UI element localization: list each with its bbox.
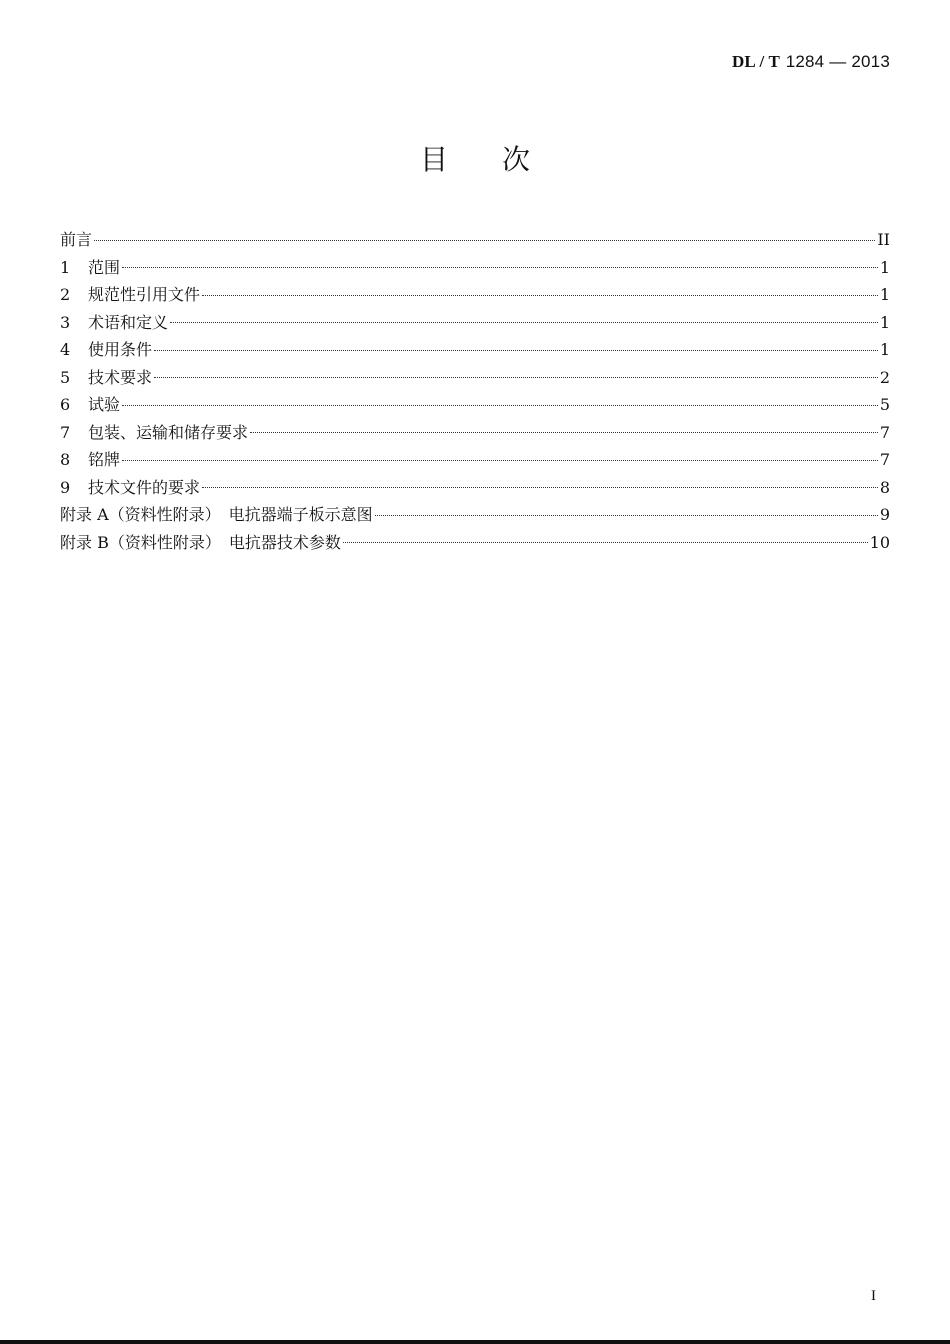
toc-entry-label: 试验 bbox=[88, 395, 121, 414]
toc-entry-label: 术语和定义 bbox=[88, 312, 169, 332]
toc-entry-page: 8 bbox=[879, 477, 890, 497]
toc-entry-page: 1 bbox=[879, 340, 890, 359]
toc-entry-number: 7 bbox=[60, 422, 71, 442]
toc-entry-page: 10 bbox=[869, 532, 890, 552]
toc-entry-page: 7 bbox=[879, 422, 890, 442]
toc-entry-4[interactable] bbox=[60, 336, 890, 364]
toc-entry-appendix-a[interactable] bbox=[60, 501, 890, 529]
table-of-contents bbox=[60, 226, 890, 556]
page-number: I bbox=[871, 1288, 876, 1304]
toc-dot-leader bbox=[122, 404, 878, 406]
toc-entry-appendix-b[interactable] bbox=[60, 529, 890, 557]
toc-entry-7[interactable] bbox=[60, 419, 890, 447]
toc-entry-1[interactable] bbox=[60, 254, 890, 282]
toc-dot-leader bbox=[154, 349, 878, 351]
toc-entry-9[interactable] bbox=[60, 474, 890, 502]
toc-entry-label: 附录 B（资料性附录） 电抗器技术参数 bbox=[60, 532, 341, 552]
toc-entry-number: 4 bbox=[60, 340, 71, 359]
toc-entry-number: 9 bbox=[60, 477, 71, 497]
toc-entry-2[interactable] bbox=[60, 281, 890, 309]
toc-dot-leader bbox=[94, 239, 875, 241]
toc-entry-page: II bbox=[877, 230, 890, 249]
toc-entry-page: 1 bbox=[879, 285, 890, 304]
toc-dot-leader bbox=[170, 321, 878, 323]
toc-entry-number: 6 bbox=[60, 395, 71, 414]
toc-dot-leader bbox=[343, 541, 868, 543]
toc-entry-label: 技术要求 bbox=[88, 367, 153, 387]
toc-entry-label: 规范性引用文件 bbox=[88, 285, 201, 304]
toc-dot-leader bbox=[122, 459, 878, 461]
toc-entry-page: 7 bbox=[879, 450, 890, 469]
toc-entry-number: 2 bbox=[60, 285, 71, 304]
toc-entry-foreword[interactable] bbox=[60, 226, 890, 254]
toc-entry-number: 1 bbox=[60, 257, 71, 277]
toc-entry-label: 使用条件 bbox=[88, 340, 153, 359]
standard-code: DL / T bbox=[731, 52, 781, 71]
toc-dot-leader bbox=[250, 431, 878, 433]
bottom-rule bbox=[0, 1340, 950, 1344]
toc-entry-5[interactable] bbox=[60, 364, 890, 392]
toc-entry-label: 附录 A（资料性附录） 电抗器端子板示意图 bbox=[60, 505, 373, 524]
toc-dot-leader bbox=[202, 294, 878, 296]
toc-entry-label: 技术文件的要求 bbox=[88, 477, 201, 497]
toc-entry-label: 铭牌 bbox=[88, 450, 121, 469]
toc-entry-page: 1 bbox=[879, 257, 890, 277]
toc-dot-leader bbox=[202, 486, 878, 488]
document-header bbox=[732, 52, 890, 72]
toc-entry-label: 前言 bbox=[60, 230, 93, 249]
toc-entry-page: 9 bbox=[879, 505, 890, 524]
toc-dot-leader bbox=[375, 514, 878, 516]
toc-entry-number: 8 bbox=[60, 450, 71, 469]
toc-entry-label: 范围 bbox=[88, 257, 121, 277]
toc-entry-8[interactable] bbox=[60, 446, 890, 474]
standard-number: 1284 — 2013 bbox=[785, 52, 890, 71]
toc-entry-number: 5 bbox=[60, 367, 71, 387]
toc-dot-leader bbox=[122, 266, 878, 268]
toc-entry-page: 1 bbox=[879, 312, 890, 332]
toc-entry-page: 5 bbox=[879, 395, 890, 414]
toc-entry-label: 包装、运输和储存要求 bbox=[88, 422, 249, 442]
toc-entry-page: 2 bbox=[879, 367, 890, 387]
toc-entry-6[interactable] bbox=[60, 391, 890, 419]
toc-entry-3[interactable] bbox=[60, 309, 890, 337]
toc-entry-number: 3 bbox=[60, 312, 71, 332]
toc-dot-leader bbox=[154, 376, 878, 378]
page-title: 目次 bbox=[419, 143, 584, 176]
